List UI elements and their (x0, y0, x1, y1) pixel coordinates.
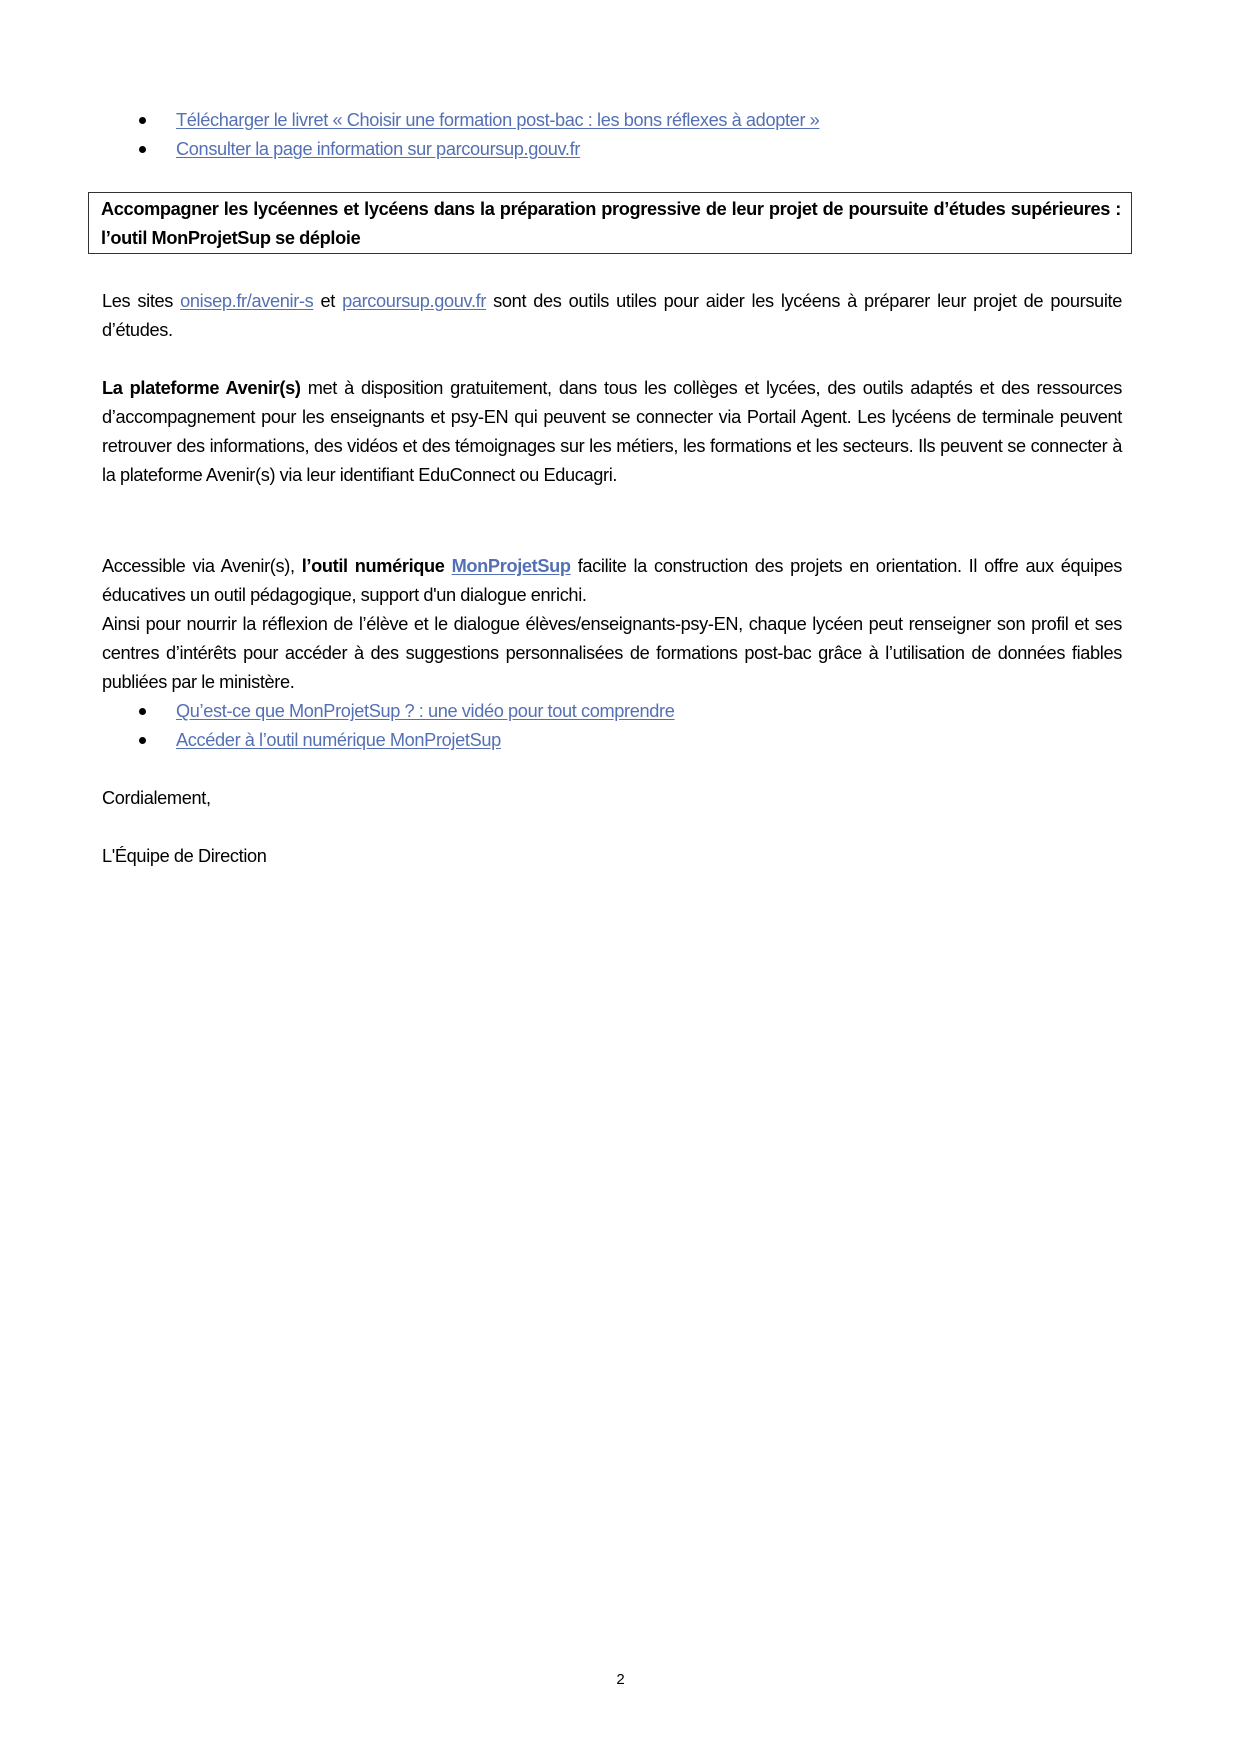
paragraph-monprojetsup (102, 552, 1122, 610)
monprojetsup-video-link[interactable]: Qu’est-ce que MonProjetSup ? : une vidéo pour tout comprendre (176, 701, 675, 721)
avenirs-text: met à disposition gratuitement, dans tous les collèges et lycées, des outils adaptés et des ressources d’accompagnement pour les enseignants et psy-EN qui peuvent se connecter via Portail Agent. Les lycéens de terminale peuvent retrouver des informations, des vidéos et des témoignages sur les métiers, les formations et les secteurs. Ils peuvent se connecter à la plateforme Avenir(s) via leur identifiant EduConnect ou Educagri. (102, 378, 1123, 485)
sites-middle: et (313, 291, 343, 311)
page-number: 2 (616, 1671, 625, 1688)
top-link-list (0, 106, 1241, 164)
paragraph-sites (102, 287, 1122, 345)
bullet-icon (139, 146, 146, 153)
bullet-icon (139, 117, 146, 124)
avenirs-bold: La plateforme Avenir(s) (102, 378, 301, 398)
list-item (0, 106, 1241, 135)
signature-text: L'Équipe de Direction (102, 846, 267, 866)
download-booklet-link[interactable]: Télécharger le livret « Choisir une formation post-bac : les bons réflexes à adopter » (176, 110, 820, 130)
monprojetsup-prefix: Accessible via Avenir(s), (102, 556, 302, 576)
monprojetsup-bold: l’outil numérique (301, 556, 452, 576)
paragraph-ainsi: Ainsi pour nourrir la réflexion de l’élève et le dialogue élèves/enseignants-psy-EN, chaque lycéen peut renseigner son profil et ses centres d’intérêts pour accéder à des suggestions personnalisées de formations post-bac grâce à l’utilisation de données fiables publiées par le ministère. (102, 614, 1122, 692)
closing-text: Cordialement, (102, 788, 211, 808)
monprojetsup-link[interactable]: MonProjetSup (451, 556, 571, 576)
list-item (0, 135, 1241, 164)
bullet-icon (139, 737, 146, 744)
monprojetsup-tool-link[interactable]: Accéder à l’outil numérique MonProjetSup (176, 730, 501, 750)
list-item (0, 697, 1241, 726)
onisep-avenirs-link[interactable]: onisep.fr/avenir-s (180, 291, 314, 311)
bullet-icon (139, 708, 146, 715)
sites-prefix: Les sites (102, 291, 181, 311)
section-heading-box (88, 192, 1132, 254)
paragraph-avenirs (102, 374, 1122, 490)
bottom-link-list (0, 697, 1241, 755)
monprojetsup-suffix: facilite la construction des projets en orientation. Il offre aux équipes éducatives un outil pédagogique, support d'un dialogue enrichi. (102, 556, 1122, 605)
parcoursup-info-link[interactable]: Consulter la page information sur parcoursup.gouv.fr (176, 139, 581, 159)
section-heading: Accompagner les lycéennes et lycéens dans la préparation progressive de leur projet de poursuite d’études supérieures : l’outil MonProjetSup se déploie (101, 199, 1121, 248)
parcoursup-link[interactable]: parcoursup.gouv.fr (342, 291, 487, 311)
list-item (0, 726, 1241, 755)
sites-suffix: sont des outils utiles pour aider les lycéens à préparer leur projet de poursuite d’études. (102, 291, 1122, 340)
